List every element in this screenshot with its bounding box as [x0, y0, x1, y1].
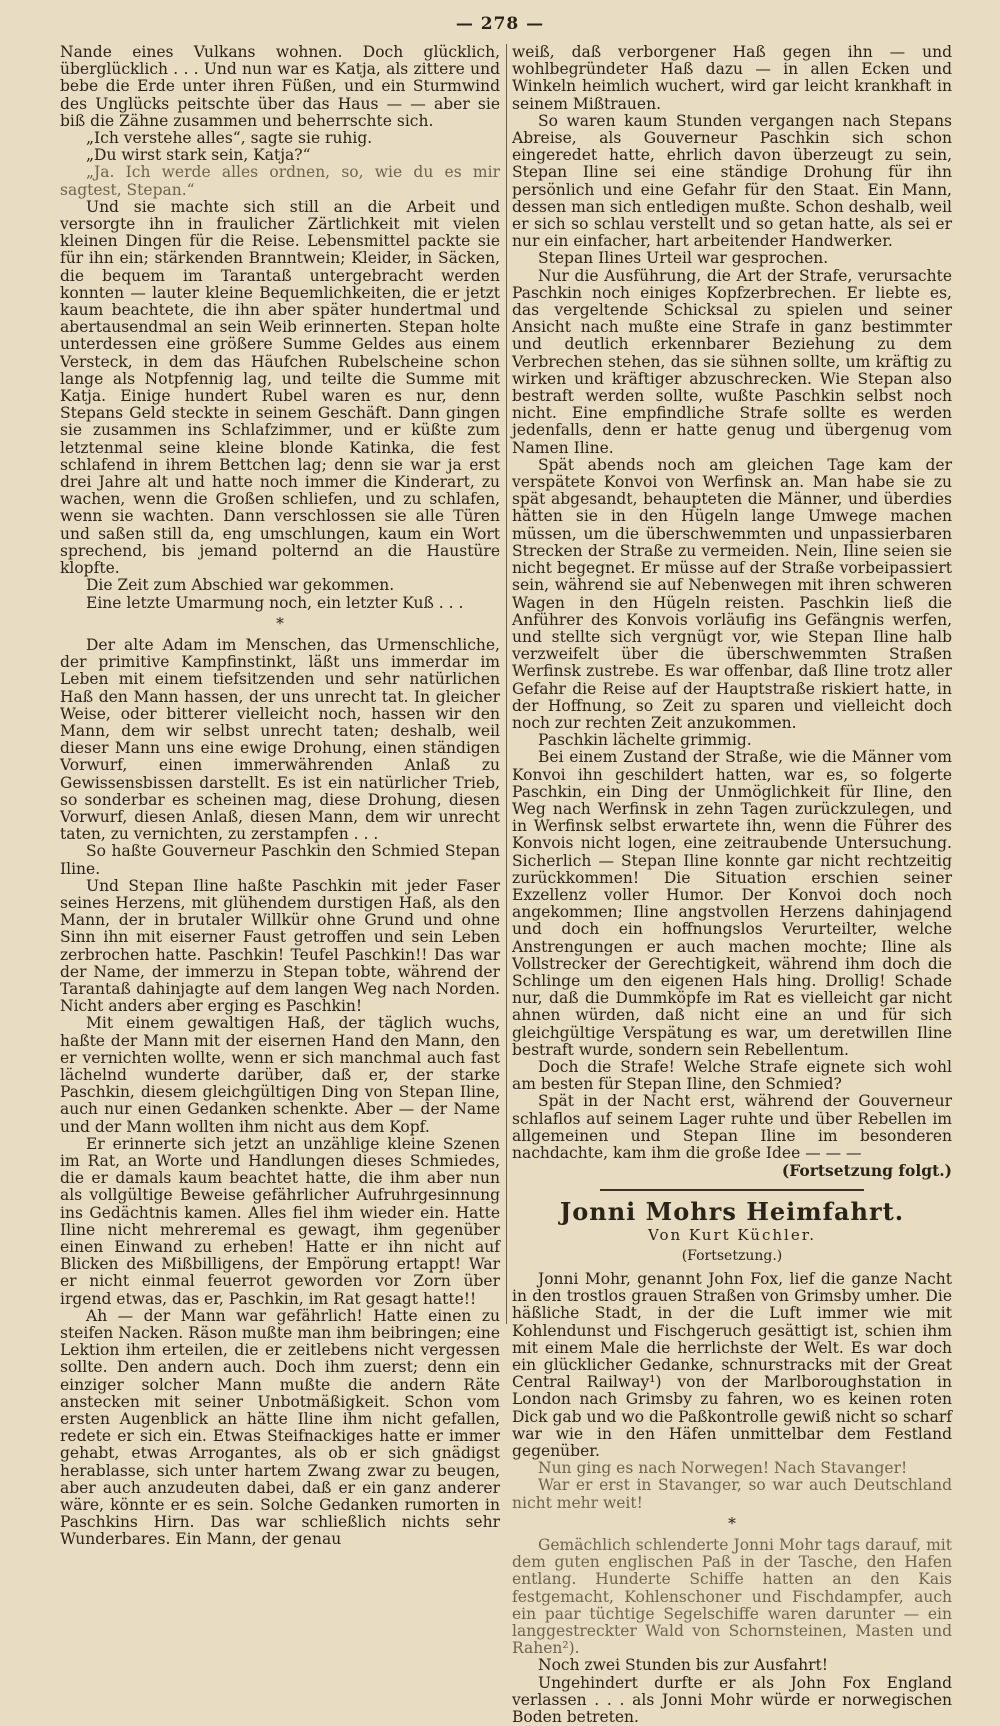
paragraph: Jonni Mohr, genannt John Fox, lief die ganze Nacht in den trostlos grauen Straßen von Grimsby umher. Die häßliche Stadt, in der die Luft immer wie mit Kohlendunst und Fischgeruch gesättigt ist, schien ihm mit einem Male die herrlichste der Welt. Es war doch ein glücklicher Gedanke, schnurstracks mit der Great Central Railway¹) von der Marlboroughstation in London nach Grimsby zu fahren, wo es keinen roten Dick gab und wo die Paßkontrolle gewiß nicht so scharf war wie in den Häfen unmittelbar dem Festland gegenüber.	[512, 1270, 952, 1461]
byline: Von Kurt Küchler.	[648, 1225, 816, 1244]
paragraph: Eine letzte Umarmung noch, ein letzter Kuß . . .	[86, 593, 464, 612]
story-divider	[600, 1189, 864, 1191]
story-title: Jonni Mohrs Heimfahrt.	[559, 1197, 905, 1227]
left-column	[60, 44, 500, 1549]
paragraph: Noch zwei Stunden bis zur Ausfahrt!	[538, 1656, 828, 1675]
paragraph: Spät abends noch am gleichen Tage kam der verspätete Konvoi von Werfinsk an. Man habe sie zu spät abgesandt, behaupteten die Männer, und überdies hätten sie in den Hügeln lange Umwege machen müssen, um die überschwemmten und unpassierbaren Strecken der Straße zu vermeiden. Nein, Iline seien sie nicht begegnet. Er müsse auf der Straße vorbeipassiert sein, während sie auf Nebenwegen mit ihren schweren Wagen in den Hügeln reisten. Paschkin ließ die Anführer des Konvois vorläufig ins Gefängnis werfen, und stellte sich vergnügt vor, wie Stepan Iline halb verzweifelt über die überschwemmten Straßen Werfinsk zustrebe. Es war offenbar, daß Iline trotz aller Gefahr die Reise auf der Hauptstraße riskiert hatte, in der Hoffnung, so Zeit zu sparen und vielleicht doch noch zur rechten Zeit anzukommen.	[512, 455, 952, 732]
paragraph: Bei einem Zustand der Straße, wie die Männer vom Konvoi ihn geschildert hatten, war es, so folgerte Paschkin, ein Ding der Unmöglichkeit für Iline, den Weg nach Werfinsk in zehn Tagen zurückzulegen, und in Werfinsk selbst erwartete ihn, wenn die Führer des Konvois nicht logen, eine zeitraubende Untersuchung. Sicherlich — Stepan Iline konnte gar nicht rechtzeitig zurückkommen! Die Situation erschien seiner Exzellenz voller Humor. Der Konvoi doch noch angekommen; Iline angstvollen Herzens dahinjagend und doch ein hoffnungslos Verurteilter, welche Anstrengungen er auch machen mochte; Iline als Vollstrecker der Gerechtigkeit, während ihm doch die Schlinge um den eigenen Hals hing. Drollig! Schade nur, daß die Dummköpfe im Rat es vielleicht gar nicht ahnen würden, daß nicht eine an und für sich gleichgültige Verspätung es war, um deretwillen Iline bestraft wurde, sondern sein Rebellentum.	[512, 748, 952, 1059]
paragraph: Nun ging es nach Norwegen! Nach Stavanger!	[538, 1459, 908, 1478]
paragraph: Und Stepan Iline haßte Paschkin mit jeder Faser seines Herzens, mit glühendem durstigen Haß, als den Mann, der in brutaler Willkür ohne Grund und ohne Sinn ihn mit eiserner Faust getroffen und sein Leben zerbrochen hatte. Paschkin! Teufel Paschkin!! Das war der Name, der immerzu in Stepan tobte, während der Tarantaß dahinjagte auf dem langen Weg nach Norden. Nicht anders aber erging es Paschkin!	[60, 876, 500, 1016]
paragraph: Nur die Ausführung, die Art der Strafe, verursachte Paschkin noch einiges Kopfzerbrechen. Er liebte es, das vergeltende Schicksal zu spielen und seiner Ansicht nach mußte eine Strafe in ganz bestimmter und deutlich erkennbarer Beziehung zu dem Verbrechen stehen, das sie sühnen sollte, um kräftig zu wirken und kräftiger abzuschrecken. Wie Stepan also bestraft werden sollte, wußte Paschkin selbst noch nicht. Eine empfindliche Strafe sollte es werden jedenfalls, denn er hatte genug und übergenug vom Namen Iline.	[512, 266, 952, 457]
page-number: — 278 —	[455, 14, 545, 34]
paragraph: „Ich verstehe alles“, sagte sie ruhig.	[86, 129, 373, 148]
paragraph: Paschkin lächelte grimmig.	[538, 731, 752, 750]
paragraph: Nande eines Vulkans wohnen. Doch glücklich, überglücklich . . . Und nun war es Katja, als zittere und bebe die Erde unter ihren Füßen, und ein Sturmwind des Unglücks peitschte über das Haus — — aber sie biß die Zähne zusammen und beherrschte sich.	[60, 43, 500, 130]
column-divider	[506, 44, 507, 1324]
paragraph: Mit einem gewaltigen Haß, der täglich wuchs, haßte der Mann mit der eisernen Hand den Mann, den er vernichten wollte, wenn er sich manchmal auch fast lächelnd wunderte darüber, daß er, der starke Paschkin, diesem gleichgültigen Ding von Stepan Iline, auch nur einen Gedanken schenkte. Aber — der Name und der Mann wollten ihm nicht aus dem Kopf.	[60, 1014, 500, 1136]
right-column	[512, 44, 952, 1726]
paragraph: Spät in der Nacht erst, während der Gouverneur schlaflos auf seinem Lager ruhte und über Rebellen im allgemeinen und Stepan Iline im besonderen nachdachte, kam ihm die große Idee — — —	[512, 1092, 952, 1162]
paragraph: So waren kaum Stunden vergangen nach Stepans Abreise, als Gouverneur Paschkin sich schon eingeredet hatte, ehrlich davon überzeugt zu sein, Stepan Iline sei eine ständige Drohung für ihn persönlich und eine Gefahr für den Staat. Ein Mann, dessen man sich entledigen mußte. Schon deshalb, weil er sich so schlau verstellt und so getan hatte, als sei er nur ein einfacher, hart arbeitender Handwerker.	[512, 111, 953, 251]
continuation-note: (Fortsetzung folgt.)	[781, 1161, 952, 1181]
paragraph: Ungehindert durfte er als John Fox England verlassen . . . als Jonni Mohr würde er norwegischen Boden betreten.	[512, 1673, 952, 1726]
paragraph: Und sie machte sich still an die Arbeit und versorgte ihn in fraulicher Zärtlichkeit mit vielen kleinen Dingen für die Reise. Lebensmittel packte sie für ihn ein; stärkenden Branntwein; Kleider, in Säcken, die bequem im Tarantaß untergebracht werden konnten — lauter kleine Bequemlichkeiten, die er jetzt kaum beachtete, die ihn aber später hundertmal und abertausendmal an sein Weib erinnerten. Stepan holte unterdessen eine größere Summe Geldes aus einem Versteck, in dem das Häufchen Rubelscheine schon lange als Notpfennig lag, und teilte die Summe mit Katja. Einige hundert Rubel waren es nur, denn Stepans Geld steckte in seinem Geschäft. Dann gingen sie zusammen ins Schlafzimmer, und er küßte zum letztenmal seine kleine blonde Katinka, die fest schlafend in ihrem Bettchen lag; denn sie war ja erst drei Jahre alt und hatte noch immer die Kinderart, zu wachen, wenn die Großen schliefen, und zu schlafen, wenn sie wachten. Dann verschlossen sie alle Türen und saßen still da, eng umschlungen, kaum ein Wort sprechend, bis jemand polternd an die Haustüre klopfte.	[60, 197, 500, 578]
paragraph: Er erinnerte sich jetzt an unzählige kleine Szenen im Rat, an Worte und Handlungen dieses Schmiedes, die er damals kaum beachtet hatte, die ihm aber nun als vollgültige Beweise gefährlicher Aufruhrgesinnung ins Gedächtnis kamen. Alles fiel ihm wieder ein. Hatte Iline nicht mehreremal es gewagt, ihm gegenüber einen Einwand zu erheben! Hatte er ihn nicht auf Blicken des Mißbilligens, der Empörung ertappt! War er nicht einmal feuerrot geworden vor Zorn über irgend etwas, das er, Paschkin, im Rat gesagt hatte!!	[60, 1134, 500, 1308]
paragraph: „Du wirst stark sein, Katja?“	[86, 146, 311, 165]
paragraph: „Ja. Ich werde alles ordnen, so, wie du es mir sagtest, Stepan.“	[60, 163, 500, 199]
paragraph: So haßte Gouverneur Paschkin den Schmied Stepan Iline.	[60, 842, 500, 878]
paragraph: Stepan Ilines Urteil war gesprochen.	[538, 249, 829, 268]
paragraph: Gemächlich schlenderte Jonni Mohr tags darauf, mit dem guten englischen Paß in der Tasche, den Hafen entlang. Hunderte Schiffe hatten an den Kais festgemacht, Kohlenschoner und Fischdampfer, auch ein paar tüchtige Segelschiffe waren darunter — ein langgestreckter Wald von Schornsteinen, Masten und Rahen²).	[512, 1536, 952, 1658]
continuation-label: (Fortsetzung.)	[681, 1247, 783, 1264]
section-break: *	[276, 614, 284, 633]
paragraph: Doch die Strafe! Welche Strafe eignete sich wohl am besten für Stepan Iline, den Schmied?	[512, 1057, 952, 1094]
paragraph: War er erst in Stavanger, so war auch Deutschland nicht mehr weit!	[512, 1476, 952, 1512]
paragraph: weiß, daß verborgener Haß gegen ihn — und wohlbegründeter Haß dazu — in allen Ecken und Winkeln heimlich wuchert, wird gar leicht krankhaft in seinem Mißtrauen.	[512, 43, 952, 113]
paragraph: Ah — der Mann war gefährlich! Hatte einen zu steifen Nacken. Räson mußte man ihm beibringen; eine Lektion ihm erteilen, die er zeitlebens nicht vergessen sollte. Den andern auch. Doch ihm zuerst; denn ein einziger solcher Mann mußte die andern Räte anstecken mit seiner Unbotmäßigkeit. Schon vom ersten Augenblick an hätte Iline ihm nicht gefallen, redete er sich ein. Etwas Steifnackiges hatte er immer gehabt, etwas Arrogantes, als ob er sich gnädigst herablasse, sich unter hartem Zwang zwar zu beugen, aber auch anzudeuten dabei, daß er ein ganz anderer wäre, könnte er es sein. Solche Gedanken rumorten in Paschkins Hirn. Das war schließlich nichts sehr Wunderbares. Ein Mann, der genau	[60, 1306, 500, 1549]
paragraph: Die Zeit zum Abschied war gekommen.	[86, 576, 395, 595]
section-break: *	[728, 1514, 736, 1533]
paragraph: Der alte Adam im Menschen, das Urmenschliche, der primitive Kampfinstinkt, läßt uns immerdar im Leben mit einem tiefsitzenden und sehr natürlichen Haß den Mann hassen, der uns unrecht tat. In gleicher Weise, oder bitterer vielleicht noch, hassen wir den Mann, dem wir selbst unrecht taten; deshalb, weil dieser Mann uns eine ewige Drohung, einen ständigen Vorwurf, einen immerwährenden Anlaß zu Gewissensbissen darstellt. Es ist ein natürlicher Trieb, so sonderbar es scheinen mag, diese Drohung, diesen Vorwurf, diesen Anlaß, diesen Mann, dem wir unrecht taten, zu vernichten, zu zerstampfen . . .	[60, 635, 500, 844]
